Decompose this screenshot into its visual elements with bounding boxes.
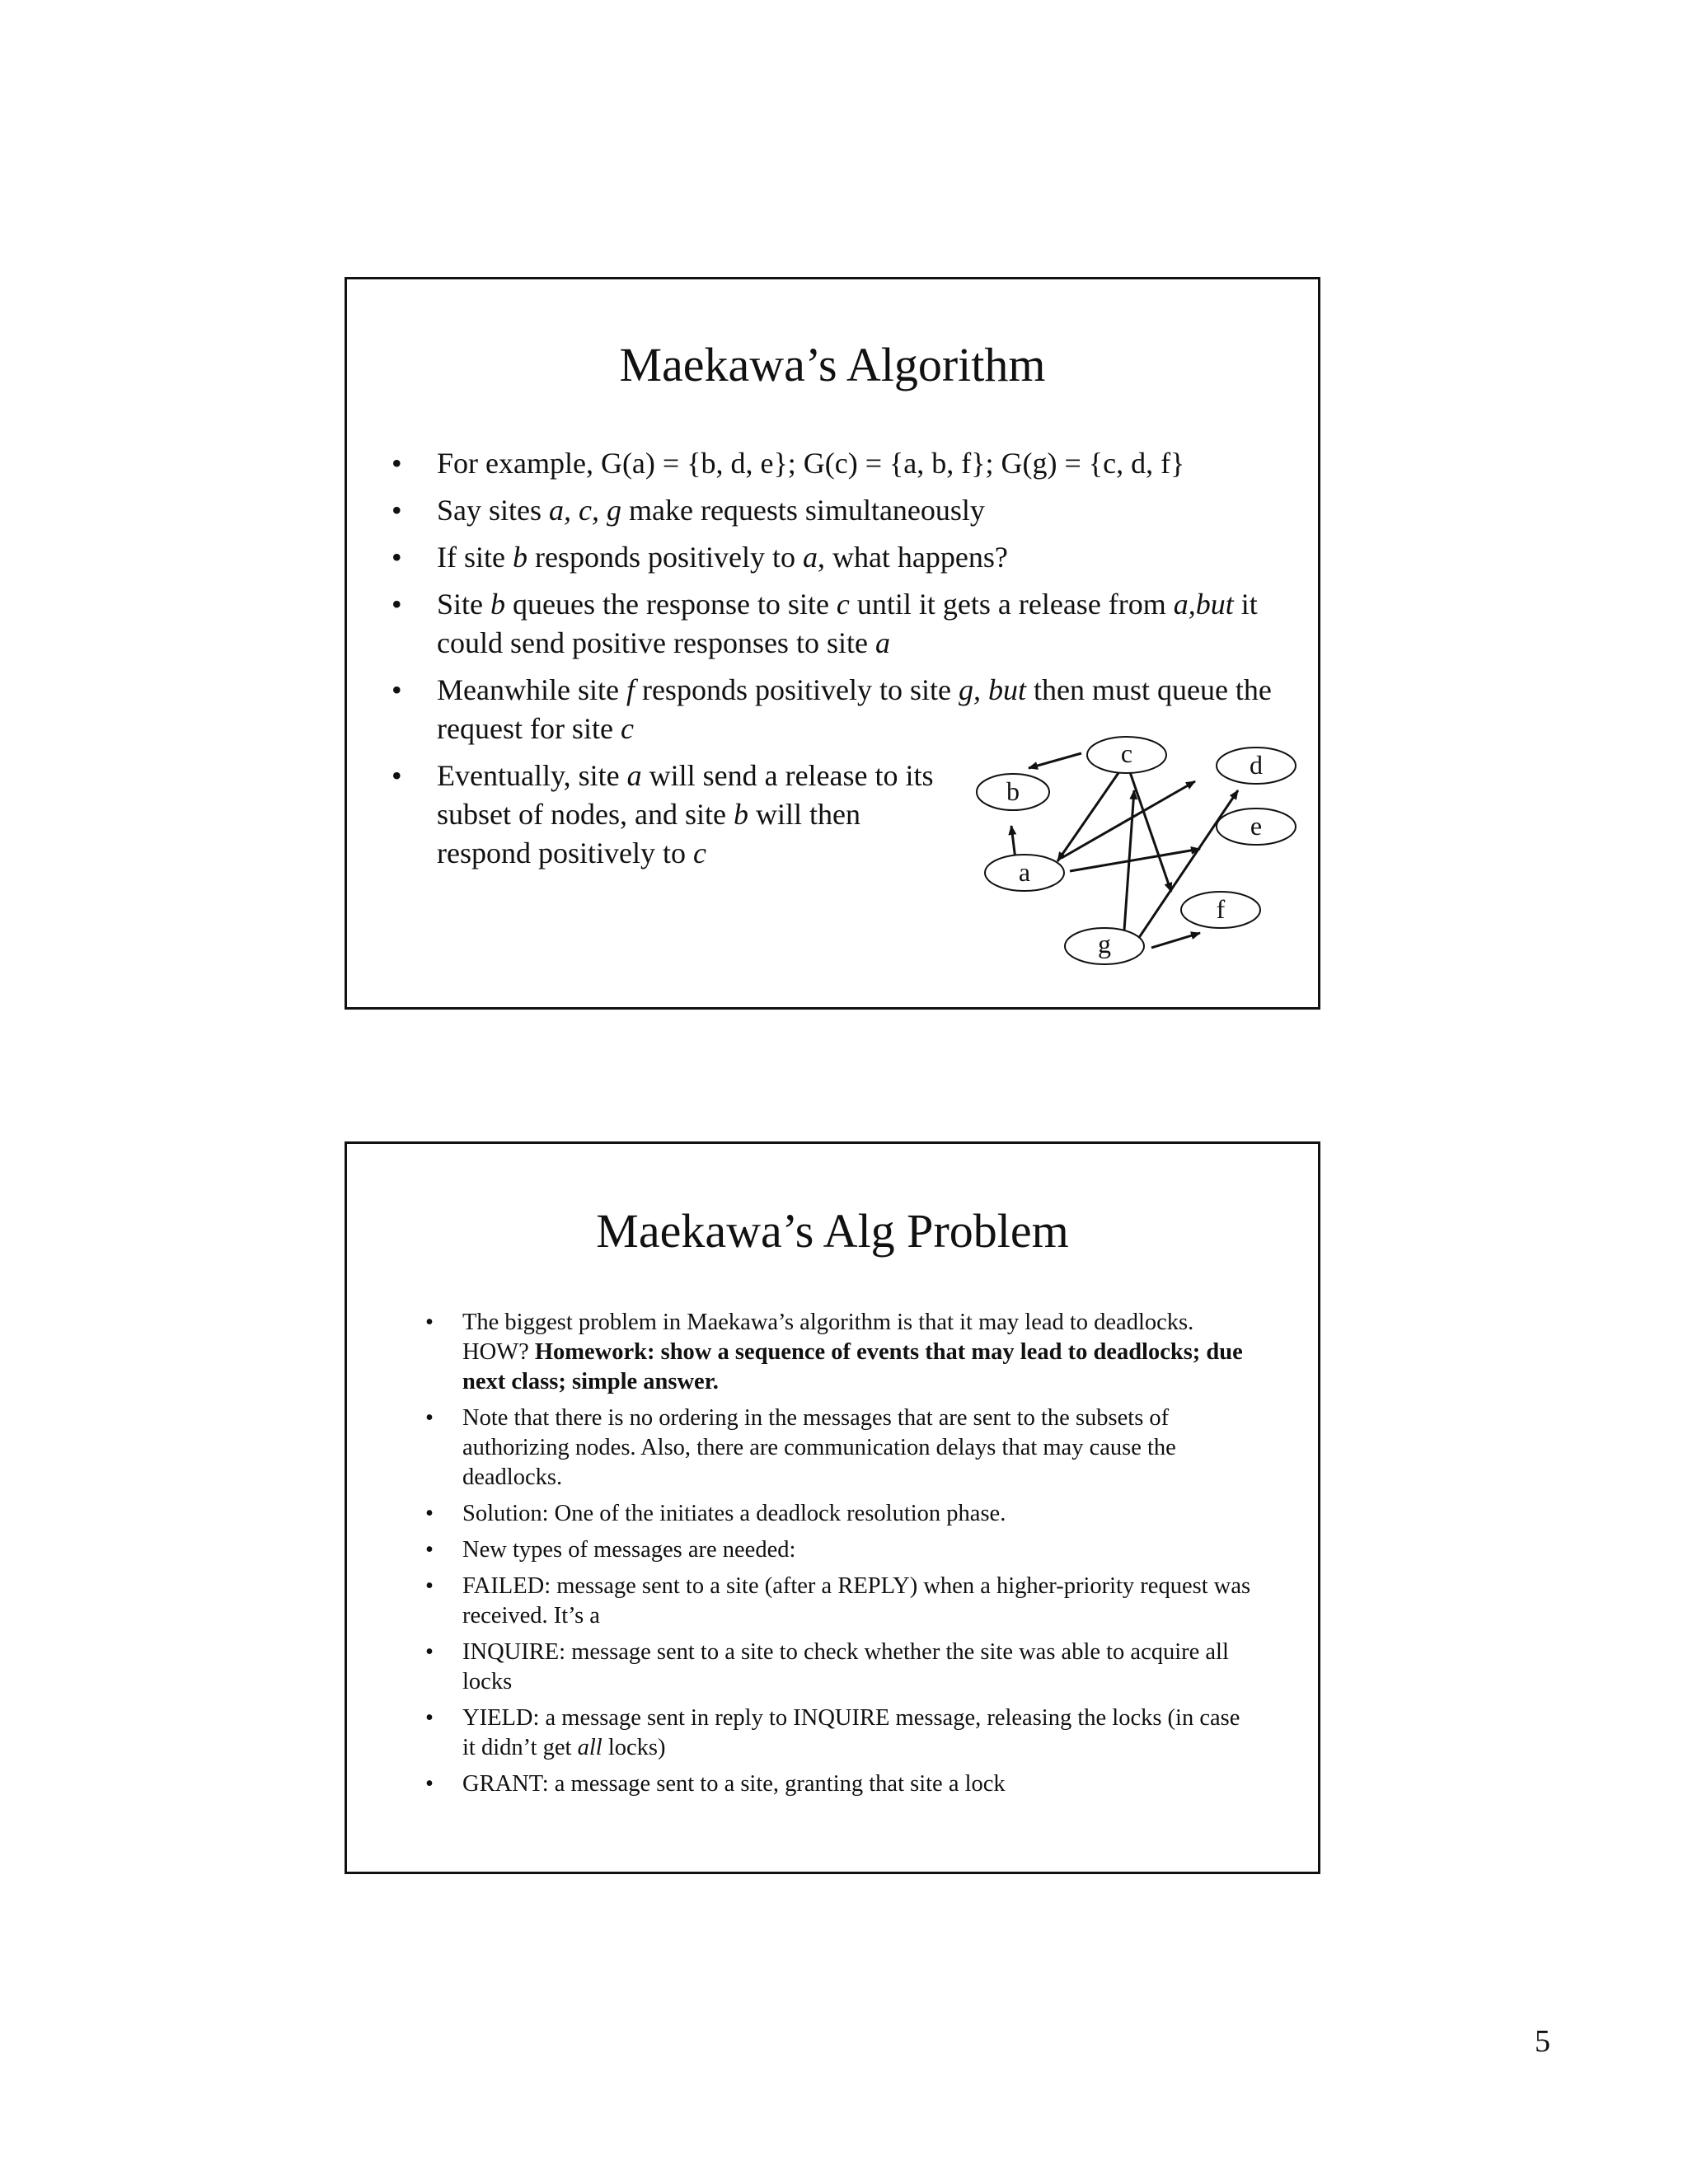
bullet-text: responds positively to xyxy=(527,541,803,574)
bullet-icon: • xyxy=(392,673,402,706)
slide-title: Maekawa’s Alg Problem xyxy=(596,1204,1069,1258)
bullet-list xyxy=(425,1308,1258,1806)
bullet-yield xyxy=(425,1704,1258,1763)
graph-node-b xyxy=(977,774,1049,810)
page-number: 5 xyxy=(1535,2024,1550,2059)
edge-a-to-e xyxy=(1070,849,1200,871)
bullet-icon: • xyxy=(392,759,402,792)
bullet-text: New types of messages are needed: xyxy=(462,1537,796,1563)
bullet-emphasis: c xyxy=(620,712,634,745)
bullet-icon: • xyxy=(392,588,402,621)
bullet-text: responds positively to site xyxy=(634,673,959,706)
bullet-emphasis: a xyxy=(802,541,818,574)
bullet-new-message-types xyxy=(425,1535,1258,1565)
graph-node-g xyxy=(1065,928,1144,964)
bullet-text: until it gets a release from xyxy=(849,588,1174,621)
request-graph-diagram xyxy=(347,279,1318,1007)
bullet-emphasis: a, c, g xyxy=(549,494,621,527)
bullet-text: Meanwhile site xyxy=(437,673,626,706)
bullet-solution xyxy=(425,1499,1258,1529)
bullet-text: If site xyxy=(437,541,513,574)
node-label: c xyxy=(1120,738,1133,768)
bullet-text: will send a release to its subset of nodes, and site xyxy=(437,759,934,831)
graph-node-e xyxy=(1217,808,1296,845)
edge-g-to-c xyxy=(1123,790,1134,942)
bullet-icon: • xyxy=(425,1501,434,1526)
node-label: f xyxy=(1216,894,1226,924)
graph-node-f xyxy=(1181,892,1260,928)
bullet-text: , what happens? xyxy=(817,541,1008,574)
bullet-icon: • xyxy=(425,1573,434,1599)
bullet-emphasis: a xyxy=(626,759,642,792)
bullet-icon: • xyxy=(425,1771,434,1797)
bullet-emphasis: all xyxy=(577,1735,603,1760)
bullet-text: make requests simultaneously xyxy=(621,494,985,527)
bullet-emphasis: c xyxy=(836,588,850,621)
node-label: a xyxy=(1018,857,1031,887)
bullet-icon: • xyxy=(425,1639,434,1665)
bullet-text: Site xyxy=(437,588,491,621)
edge-c-to-f xyxy=(1130,772,1171,892)
bullet-text: Note that there is no ordering in the messages that are sent to the subsets of authorizing nodes. Also, there are communication delays that may cause the deadlocks. xyxy=(462,1405,1176,1490)
graph-node-d xyxy=(1217,748,1296,784)
bullet-text: locks) xyxy=(602,1735,666,1760)
graph-node-a xyxy=(985,855,1064,891)
bullet-icon: • xyxy=(392,447,402,480)
bullet-emphasis: a,but xyxy=(1173,588,1234,621)
bullet-emphasis: g, but xyxy=(958,673,1026,706)
bullet-emphasis: f xyxy=(626,673,635,706)
slide-title: Maekawa’s Algorithm xyxy=(619,338,1046,391)
bullet-text: The biggest problem in Maekawa’s algorithm is that it may lead to deadlocks. HOW? xyxy=(462,1310,1194,1365)
bullet-text: queues the response to site xyxy=(505,588,837,621)
bullet-text: GRANT: a message sent to a site, granting that site a lock xyxy=(462,1771,1006,1797)
bullet-text: Say sites xyxy=(437,494,550,527)
bullet-text: Solution: One of the initiates a deadlock resolution phase. xyxy=(462,1501,1006,1526)
bullet-icon: • xyxy=(425,1705,434,1731)
bullet-biggest-problem xyxy=(425,1308,1258,1397)
edge-c-to-a xyxy=(1057,768,1122,861)
bullet-icon: • xyxy=(392,541,402,574)
bullet-icon: • xyxy=(425,1405,434,1431)
edge-g-to-f xyxy=(1151,933,1200,948)
node-label: g xyxy=(1098,929,1111,958)
bullet-icon: • xyxy=(392,494,402,527)
bullet-text: For example, G(a) = {b, d, e}; G(c) = {a, b, f}; G(g) = {c, d, f} xyxy=(437,447,1185,480)
bullet-icon: • xyxy=(425,1310,434,1335)
bullet-emphasis: b xyxy=(490,588,506,621)
bullet-text: YIELD: a message sent in reply to INQUIRE message, releasing the locks (in case it didn’t get xyxy=(462,1705,1240,1760)
bullet-grant xyxy=(425,1769,1258,1799)
bullet-text: INQUIRE: message sent to a site to check whether the site was able to acquire all locks xyxy=(462,1639,1229,1694)
bullet-failed xyxy=(425,1572,1258,1631)
edge-c-to-b xyxy=(1029,753,1081,768)
slide-maekawa-algorithm xyxy=(345,277,1320,1010)
bullet-inquire xyxy=(425,1638,1258,1697)
edge-a-to-d xyxy=(1062,781,1195,858)
bullet-emphasis: a xyxy=(874,626,890,659)
bullet-text: will then respond positively to xyxy=(437,798,860,869)
node-label: b xyxy=(1006,776,1020,806)
bullet-text: it could send positive responses to site xyxy=(437,588,1258,659)
bullet-text: FAILED: message sent to a site (after a REPLY) when a higher-priority request was received. It’s a xyxy=(462,1573,1251,1629)
bullet-emphasis: b xyxy=(512,541,528,574)
bullet-emphasis: b xyxy=(733,798,748,831)
bullet-text: Eventually, site xyxy=(437,759,627,792)
bullet-emphasis: c xyxy=(692,837,706,869)
node-label: d xyxy=(1250,750,1263,780)
homework-text: Homework: show a sequence of events that may lead to deadlocks; due next class; simple answer. xyxy=(462,1339,1243,1394)
bullet-icon: • xyxy=(425,1537,434,1563)
node-label: e xyxy=(1250,811,1263,841)
slide-maekawa-alg-problem xyxy=(345,1141,1320,1874)
graph-node-c xyxy=(1087,737,1166,773)
bullet-text: then must queue the request for site xyxy=(437,673,1272,745)
bullet-no-ordering xyxy=(425,1404,1258,1493)
